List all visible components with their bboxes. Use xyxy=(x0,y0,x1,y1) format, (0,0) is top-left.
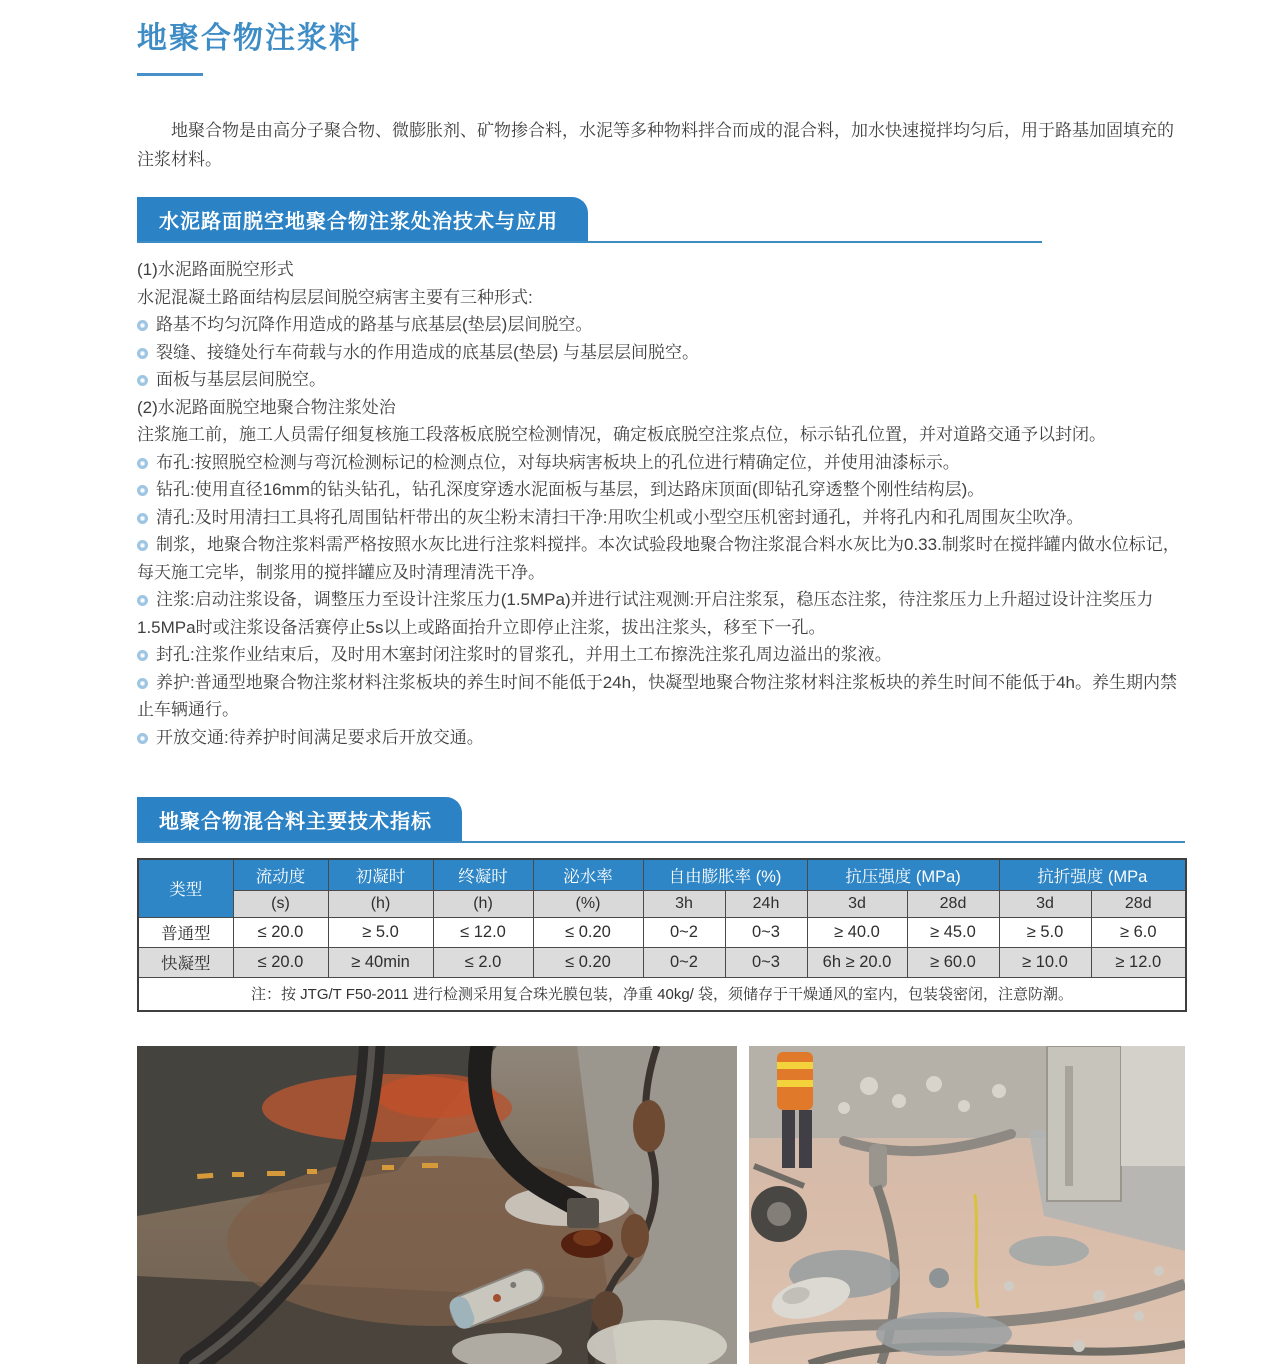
cell: 0~2 xyxy=(643,917,725,947)
col-unit: (%) xyxy=(533,890,643,917)
table-note-row xyxy=(138,977,1186,1011)
body-line xyxy=(137,339,1185,367)
body-line-text: 布孔:按照脱空检测与弯沉检测标记的检测点位，对每块病害板块上的孔位进行精确定位，并使用油漆标示。 xyxy=(156,452,960,472)
bullet-ring-icon xyxy=(137,513,148,524)
section1-body xyxy=(137,256,1185,751)
bullet-ring-icon xyxy=(137,485,148,496)
body-line-text: 开放交通:待养护时间满足要求后开放交通。 xyxy=(156,727,484,747)
body-line-text: 路基不均匀沉降作用造成的路基与底基层(垫层)层间脱空。 xyxy=(156,315,593,334)
col-header-type: 类型 xyxy=(138,859,233,917)
cell: ≥ 5.0 xyxy=(328,917,433,947)
intro-paragraph: 地聚合物是由高分子聚合物、微膨胀剂、矿物掺合料，水泥等多种物料拌合而成的混合料，加水快速搅拌均匀后，用于路基加固填充的注浆材料。 xyxy=(137,121,1174,169)
bullet-ring-icon xyxy=(137,458,148,469)
table-row xyxy=(138,917,1186,947)
col-sub-header: 3h xyxy=(643,890,725,917)
cell: ≥ 45.0 xyxy=(907,917,999,947)
section-banner-rule xyxy=(137,797,1185,843)
bullet-ring-icon xyxy=(137,733,148,744)
title-underline xyxy=(137,73,203,76)
table-row xyxy=(138,947,1186,977)
body-line xyxy=(137,311,1185,339)
col-unit: (s) xyxy=(233,890,328,917)
cell: ≥ 60.0 xyxy=(907,947,999,977)
section-banner-rule xyxy=(137,197,1042,243)
body-line xyxy=(137,476,1185,504)
cell: 6h ≥ 20.0 xyxy=(807,947,907,977)
col-sub-header: 3d xyxy=(807,890,907,917)
spec-table xyxy=(137,858,1187,1012)
col-header: 初凝时 xyxy=(328,859,433,890)
body-line xyxy=(137,394,1185,422)
body-line xyxy=(137,531,1185,586)
cell: ≤ 20.0 xyxy=(233,947,328,977)
bullet-ring-icon xyxy=(137,320,148,331)
col-header: 终凝时 xyxy=(433,859,533,890)
cell: ≤ 0.20 xyxy=(533,947,643,977)
body-line xyxy=(137,256,1185,284)
row-type: 普通型 xyxy=(138,917,233,947)
col-sub-header: 28d xyxy=(907,890,999,917)
body-line-text: 面板与基层层间脱空。 xyxy=(156,370,326,389)
body-line-text: 清孔:及时用清扫工具将孔周围钻杆带出的灰尘粉末清扫干净:用吹尘机或小型空压机密封通孔，并将孔内和孔周围灰尘吹净。 xyxy=(156,507,1084,527)
body-line xyxy=(137,366,1185,394)
col-unit: (h) xyxy=(328,890,433,917)
cell: ≥ 5.0 xyxy=(999,917,1091,947)
body-line-text: (2)水泥路面脱空地聚合物注浆处治 xyxy=(137,397,396,417)
col-sub-header: 28d xyxy=(1091,890,1186,917)
col-unit: (h) xyxy=(433,890,533,917)
bullet-ring-icon xyxy=(137,595,148,606)
photo-grouting-site xyxy=(749,1046,1185,1364)
body-line-text: 水泥混凝土路面结构层层间脱空病害主要有三种形式: xyxy=(137,287,533,307)
col-group-header: 自由膨胀率 (%) xyxy=(643,859,807,890)
body-line-text: 制浆，地聚合物注浆料需严格按照水灰比进行注浆料搅拌。本次试验段地聚合物注浆混合料水灰比为0.33.制浆时在搅拌罐内做水位标记，每天施工完毕，制浆用的搅拌罐应及时清理清洗干净。 xyxy=(137,535,1180,582)
body-line-text: 注浆:启动注浆设备，调整压力至设计注浆压力(1.5MPa)并进行试注观测:开启注浆泵，稳压态注浆，待注浆压力上升超过设计注奖压力1.5MPa时或注浆设备活赛停止5s以上或路面抬升立即停止注浆，拔出注浆头，移至下一孔。 xyxy=(137,590,1154,637)
col-group-header: 抗压强度 (MPa) xyxy=(807,859,999,890)
bullet-ring-icon xyxy=(137,375,148,386)
photo-grouting-hose xyxy=(137,1046,737,1364)
cell: 0~3 xyxy=(725,947,807,977)
body-line-text: (1)水泥路面脱空形式 xyxy=(137,260,294,279)
body-line xyxy=(137,504,1185,532)
body-line xyxy=(137,669,1185,724)
cell: ≥ 40.0 xyxy=(807,917,907,947)
photo-strip xyxy=(137,1046,1185,1364)
cell: ≥ 12.0 xyxy=(1091,947,1186,977)
body-line xyxy=(137,449,1185,477)
col-group-header: 抗折强度 (MPa xyxy=(999,859,1186,890)
body-line xyxy=(137,284,1185,312)
body-line xyxy=(137,641,1185,669)
cell: ≥ 40min xyxy=(328,947,433,977)
col-header: 泌水率 xyxy=(533,859,643,890)
row-type: 快凝型 xyxy=(138,947,233,977)
section1-banner: 水泥路面脱空地聚合物注浆处治技术与应用 xyxy=(137,197,588,241)
page-title: 地聚合物注浆料 xyxy=(137,22,361,55)
cell: ≤ 12.0 xyxy=(433,917,533,947)
col-sub-header: 3d xyxy=(999,890,1091,917)
body-line-text: 钻孔:使用直径16mm的钻头钻孔，钻孔深度穿透水泥面板与基层，到达路床顶面(即钻孔穿透整个刚性结构层)。 xyxy=(156,480,985,499)
body-line-text: 注浆施工前，施工人员需仔细复核施工段落板底脱空检测情况，确定板底脱空注浆点位，标示钻孔位置，并对道路交通予以封闭。 xyxy=(137,425,1106,444)
table-note: 注：按 JTG/T F50-2011 进行检测采用复合珠光膜包装，净重 40kg/ 袋，须储存于干燥通风的室内，包装袋密闭，注意防潮。 xyxy=(138,977,1186,1011)
body-line xyxy=(137,586,1185,641)
cell: ≤ 0.20 xyxy=(533,917,643,947)
bullet-ring-icon xyxy=(137,650,148,661)
section2-banner: 地聚合物混合料主要技术指标 xyxy=(137,797,462,841)
body-line-text: 封孔:注浆作业结束后，及时用木塞封闭注浆时的冒浆孔，并用土工布擦洗注浆孔周边溢出的浆液。 xyxy=(156,645,892,664)
body-line xyxy=(137,724,1185,752)
col-header: 流动度 xyxy=(233,859,328,890)
cell: 0~2 xyxy=(643,947,725,977)
cell: ≥ 10.0 xyxy=(999,947,1091,977)
bullet-ring-icon xyxy=(137,348,148,359)
cell: 0~3 xyxy=(725,917,807,947)
bullet-ring-icon xyxy=(137,540,148,551)
col-sub-header: 24h xyxy=(725,890,807,917)
cell: ≤ 2.0 xyxy=(433,947,533,977)
body-line-text: 养护:普通型地聚合物注浆材料注浆板块的养生时间不能低于24h，快凝型地聚合物注浆材料注浆板块的养生时间不能低于4h。养生期内禁止车辆通行。 xyxy=(137,672,1177,719)
body-line-text: 裂缝、接缝处行车荷载与水的作用造成的底基层(垫层) 与基层层间脱空。 xyxy=(156,342,700,362)
body-line xyxy=(137,421,1185,449)
cell: ≤ 20.0 xyxy=(233,917,328,947)
bullet-ring-icon xyxy=(137,678,148,689)
cell: ≥ 6.0 xyxy=(1091,917,1186,947)
